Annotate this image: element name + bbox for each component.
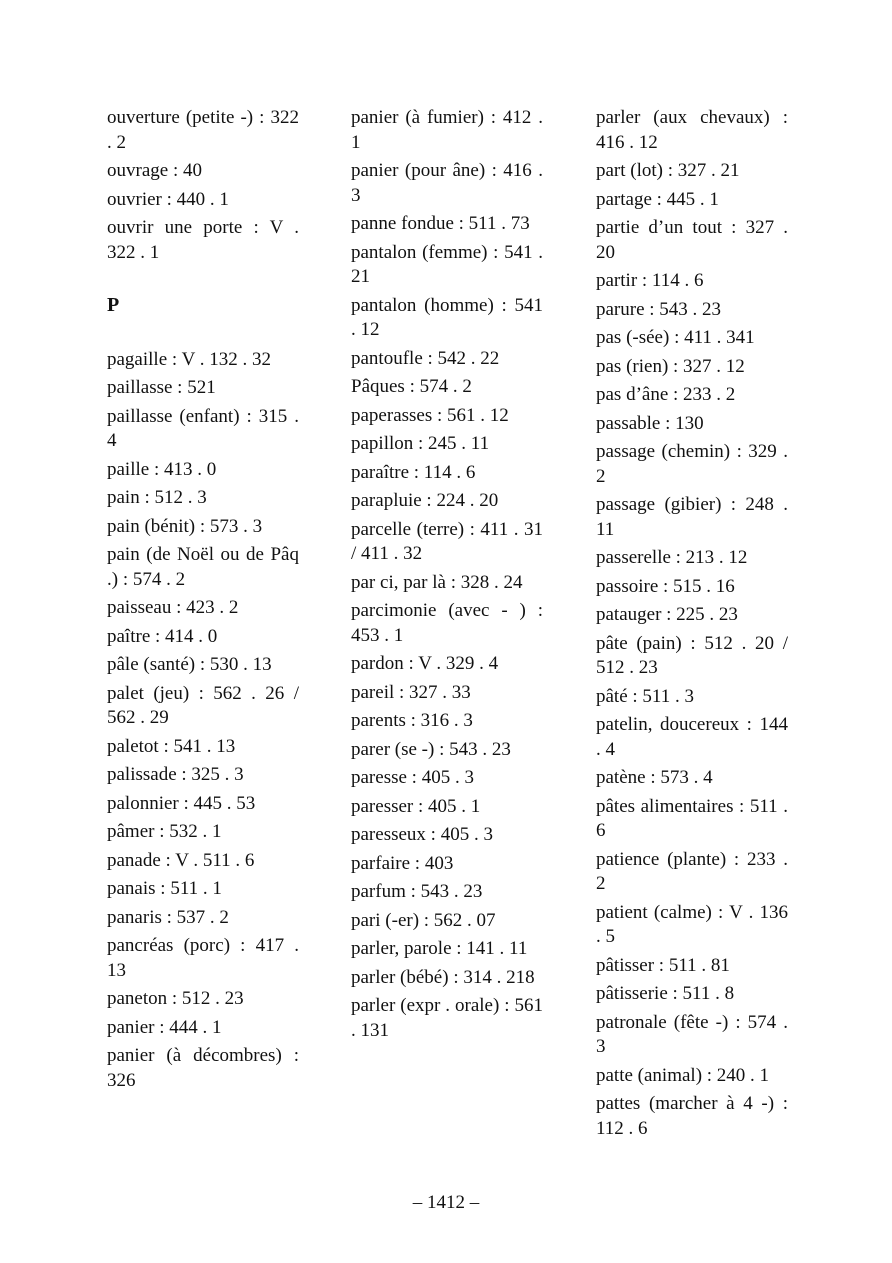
index-entry: pas (rien) : 327 . 12	[596, 355, 745, 377]
index-entry: passable : 130	[596, 412, 704, 434]
index-entry: pain (bénit) : 573 . 3	[107, 515, 263, 537]
index-entry: pantalon (femme) : 541 . 21	[351, 241, 543, 287]
index-entry: parler, parole : 141 . 11	[351, 938, 528, 959]
index-entry: ouvrir une porte : V . 322 . 1	[107, 217, 299, 263]
index-entry: patience (plante) : 233 . 2	[596, 848, 788, 894]
index-entry: pâtisserie : 511 . 8	[596, 983, 735, 1004]
index-entry: patène : 573 . 4	[596, 767, 713, 788]
index-entry: panier (pour âne) : 416 . 3	[351, 160, 543, 206]
index-entry: pas (-sée) : 411 . 341	[596, 327, 755, 348]
index-entry: pain (de Noël ou de Pâq .) : 574 . 2	[107, 544, 299, 590]
index-entry: parler (aux chevaux) : 416 . 12	[596, 107, 788, 153]
index-entry: parer (se -) : 543 . 23	[351, 738, 511, 760]
index-entry: pâtisser : 511 . 81	[596, 954, 730, 976]
index-entry: patauger : 225 . 23	[596, 604, 738, 625]
index-entry: pantalon (homme) : 541 . 12	[351, 294, 543, 340]
index-entry: paisseau : 423 . 2	[107, 597, 239, 618]
index-entry: Pâques : 574 . 2	[351, 376, 472, 397]
index-entry: panier (à décombres) : 326	[107, 1045, 299, 1091]
index-entry: passage (chemin) : 329 . 2	[596, 441, 788, 487]
index-entry: parcelle (terre) : 411 . 31 / 411 . 32	[351, 518, 543, 564]
index-entry: patelin, doucereux : 144 . 4	[596, 714, 788, 760]
index-column-3	[596, 106, 788, 1145]
index-entry: panais : 511 . 1	[107, 878, 222, 899]
index-entry: par ci, par là : 328 . 24	[351, 571, 523, 593]
index-entry: pâle (santé) : 530 . 13	[107, 654, 272, 675]
index-entry: partir : 114 . 6	[596, 270, 704, 291]
index-entry: paresse : 405 . 3	[351, 767, 474, 788]
index-entry: parents : 316 . 3	[351, 710, 473, 731]
index-entry: pagaille : V . 132 . 32	[107, 348, 271, 370]
index-entry: panier : 444 . 1	[107, 1016, 222, 1038]
index-entry: papillon : 245 . 11	[351, 433, 490, 454]
index-entry: paresser : 405 . 1	[351, 795, 481, 817]
index-entry: pareil : 327 . 33	[351, 681, 471, 703]
index-entry: palet (jeu) : 562 . 26 / 562 . 29	[107, 682, 299, 728]
index-entry: pâtes alimentaires : 511 . 6	[596, 795, 788, 841]
index-entry: paperasses : 561 . 12	[351, 404, 509, 426]
section-letter-heading: P	[107, 294, 120, 316]
index-entry: patient (calme) : V . 136 . 5	[596, 901, 788, 947]
index-entry: pancréas (porc) : 417 . 13	[107, 935, 299, 981]
index-entry: pâté : 511 . 3	[596, 685, 694, 707]
index-entry: panne fondue : 511 . 73	[351, 213, 530, 234]
index-entry: pain : 512 . 3	[107, 487, 207, 508]
index-entry: part (lot) : 327 . 21	[596, 160, 740, 181]
index-entry: paresseux : 405 . 3	[351, 824, 493, 845]
index-entry: paneton : 512 . 23	[107, 988, 244, 1009]
index-entry: ouvrage : 40	[107, 160, 202, 181]
index-entry: pâmer : 532 . 1	[107, 821, 222, 842]
index-entry: paraître : 114 . 6	[351, 461, 476, 483]
index-entry: panier (à fumier) : 412 . 1	[351, 107, 543, 153]
index-entry: palonnier : 445 . 53	[107, 792, 256, 814]
index-entry: parure : 543 . 23	[596, 298, 722, 320]
index-entry: pas d’âne : 233 . 2	[596, 384, 736, 405]
index-entry: passerelle : 213 . 12	[596, 547, 748, 568]
index-entry: paillasse : 521	[107, 377, 216, 398]
index-entry: parfum : 543 . 23	[351, 881, 483, 902]
index-entry: palissade : 325 . 3	[107, 764, 244, 785]
index-entry: panaris : 537 . 2	[107, 906, 229, 928]
index-entry: partage : 445 . 1	[596, 188, 719, 210]
index-entry: pattes (marcher à 4 -) : 112 . 6	[596, 1093, 788, 1139]
index-entry: paître : 414 . 0	[107, 625, 218, 647]
index-entry: pari (-er) : 562 . 07	[351, 909, 496, 931]
page-number: – 1412 –	[412, 1192, 480, 1213]
index-entry: paletot : 541 . 13	[107, 735, 236, 757]
index-entry: parfaire : 403	[351, 852, 454, 874]
index-entry: parler (expr . orale) : 561 . 131	[351, 995, 543, 1041]
index-entry: partie d’un tout : 327 . 20	[596, 217, 788, 263]
index-entry: parapluie : 224 . 20	[351, 490, 499, 511]
index-entry: paille : 413 . 0	[107, 458, 217, 480]
index-entry: parler (bébé) : 314 . 218	[351, 966, 535, 988]
index-entry: ouverture (petite -) : 322 . 2	[107, 107, 299, 153]
index-entry: passage (gibier) : 248 . 11	[596, 494, 788, 540]
index-column-2	[351, 106, 543, 1047]
index-entry: pâte (pain) : 512 . 20 / 512 . 23	[596, 632, 788, 678]
index-entry: patte (animal) : 240 . 1	[596, 1064, 770, 1086]
index-entry: pantoufle : 542 . 22	[351, 347, 500, 369]
index-entry: pardon : V . 329 . 4	[351, 653, 499, 674]
index-column-1	[107, 106, 299, 1097]
index-entry: patronale (fête -) : 574 . 3	[596, 1011, 788, 1057]
index-entry: passoire : 515 . 16	[596, 575, 735, 597]
index-entry: parcimonie (avec - ) : 453 . 1	[351, 600, 543, 646]
index-entry: ouvrier : 440 . 1	[107, 188, 229, 210]
index-entry: panade : V . 511 . 6	[107, 849, 255, 871]
index-entry: paillasse (enfant) : 315 . 4	[107, 405, 299, 451]
